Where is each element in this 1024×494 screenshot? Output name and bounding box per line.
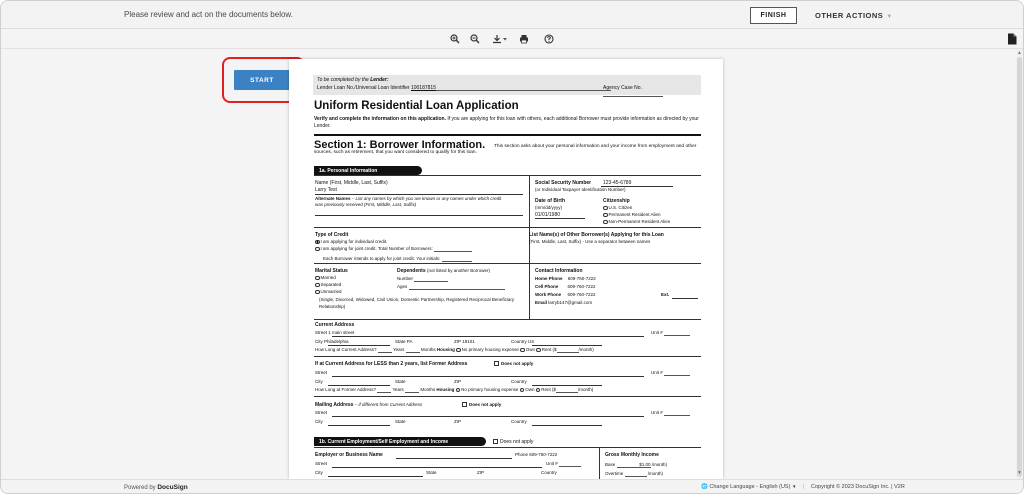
mailing-address-row xyxy=(315,402,422,408)
dependents-label: Dependents xyxy=(397,268,426,274)
citizenship-us-label: U.S. Citizen xyxy=(608,205,633,210)
divider xyxy=(315,194,523,195)
subsection-1a-header xyxy=(314,166,422,175)
employment-does-not-apply[interactable] xyxy=(493,439,533,445)
cell-phone-row xyxy=(535,284,596,290)
dependents-number-row xyxy=(397,276,448,282)
instruction-message: Please review and act on the documents below. xyxy=(124,10,293,19)
section-description xyxy=(314,143,701,156)
work-phone-row xyxy=(535,292,595,298)
base-field[interactable] xyxy=(617,462,651,468)
zip-row xyxy=(454,339,475,345)
citizenship-label: Citizenship xyxy=(603,198,630,204)
top-bar xyxy=(1,1,1024,29)
scrollbar-thumb[interactable] xyxy=(1017,57,1022,477)
mailing-address-note: – if different from Current Address xyxy=(353,402,423,407)
dob-format: (mm/dd/yyyy) xyxy=(535,205,562,210)
home-phone-value[interactable]: 609-760-7222 xyxy=(567,276,596,281)
divider xyxy=(314,356,701,357)
former-years-field[interactable] xyxy=(377,387,391,393)
section-title: Section 1: Borrower Information. xyxy=(314,139,486,151)
other-borrowers-label: List Name(s) of Other Borrower(s) Applying for this Loan xyxy=(529,232,664,238)
divider xyxy=(314,396,701,397)
globe-icon: 🌐 xyxy=(701,484,708,490)
lender-box xyxy=(313,75,701,95)
former-months-label: Months xyxy=(420,387,436,392)
divider xyxy=(672,298,698,299)
dependents-number-label: Number xyxy=(397,276,414,281)
employer-street-label: Street xyxy=(315,461,328,466)
footer xyxy=(1,479,1024,494)
overtime-per-month: /month) xyxy=(647,471,664,476)
zoom-out-icon[interactable] xyxy=(468,32,482,46)
mailing-state-label: State xyxy=(395,419,406,424)
no-housing-label: No primary housing expense xyxy=(461,347,519,352)
unit-label: Unit # xyxy=(651,330,663,335)
contact-info-label: Contact Information xyxy=(535,268,583,274)
mailing-does-not-apply[interactable] xyxy=(462,402,501,408)
credit-joint-option[interactable] xyxy=(315,246,472,252)
joint-initials-label: Each Borrower intends to apply for joint credit. Your initials: xyxy=(323,256,441,261)
work-phone-label: Work Phone xyxy=(535,292,562,297)
former-does-not-apply-label: Does not apply xyxy=(501,361,534,366)
loan-number-field[interactable] xyxy=(411,85,611,91)
section-description-text: This section asks about your personal information and your income from employment and other sources, such as retirement, that you want considered to qualify for this loan. xyxy=(314,144,697,155)
mailing-street-label: Street xyxy=(315,410,328,415)
loan-number-row xyxy=(317,85,611,91)
dependents-number-field[interactable] xyxy=(414,276,448,282)
employer-country-label: Country xyxy=(541,470,557,475)
lender-note xyxy=(317,77,389,83)
how-long-former-row xyxy=(315,387,593,393)
country-row xyxy=(511,339,534,345)
credit-individual-option[interactable] xyxy=(315,239,387,245)
street-value[interactable]: 1 main street xyxy=(328,330,355,335)
radio-icon[interactable] xyxy=(536,348,541,353)
radio-icon[interactable] xyxy=(536,388,541,393)
rent-field[interactable] xyxy=(557,347,579,353)
citizenship-us[interactable] xyxy=(603,205,632,211)
home-phone-label: Home Phone xyxy=(535,276,563,281)
employment-does-not-apply-label: Does not apply xyxy=(500,439,534,445)
mailing-unit-row xyxy=(651,410,690,416)
overtime-row xyxy=(605,471,663,477)
verify-bold: Verify and complete the information on this application. xyxy=(314,116,446,122)
checkbox-icon[interactable] xyxy=(462,402,467,407)
download-icon[interactable] xyxy=(491,32,509,46)
former-zip-label: ZIP xyxy=(454,379,462,384)
former-rent-field[interactable] xyxy=(556,387,578,393)
employer-unit-label: Unit # xyxy=(546,461,558,466)
former-unit-field[interactable] xyxy=(664,370,690,376)
former-unit-row xyxy=(651,370,690,376)
document-toolbar xyxy=(1,29,1024,49)
loan-application-document xyxy=(289,59,723,479)
divider xyxy=(532,425,602,426)
rent-label: Rent ($ xyxy=(541,347,557,352)
radio-icon[interactable] xyxy=(315,247,320,252)
current-address-label: Current Address xyxy=(315,322,355,328)
ext-label: Ext. xyxy=(661,292,670,297)
own-label: Own xyxy=(525,347,535,352)
work-phone-value[interactable]: 609-760-7222 xyxy=(567,292,596,297)
powered-by-label: Powered by xyxy=(124,485,156,491)
employer-phone-label: Phone xyxy=(515,452,529,457)
zoom-in-icon[interactable] xyxy=(448,32,462,46)
ssn-note: (or Individual Taxpayer Identification Number) xyxy=(535,187,626,192)
divider xyxy=(314,263,701,264)
form-title: Uniform Residential Loan Application xyxy=(314,100,519,112)
checkbox-icon[interactable] xyxy=(494,361,499,366)
employer-phone-row xyxy=(515,452,557,458)
radio-icon[interactable] xyxy=(315,283,320,288)
divider xyxy=(332,336,644,337)
home-phone-row xyxy=(535,276,596,282)
dob-label: Date of Birth xyxy=(535,198,565,204)
divider xyxy=(529,263,530,319)
divider xyxy=(332,416,644,417)
marital-married-label: Married xyxy=(320,275,336,280)
loan-number-label: Lender Loan No./Universal Loan Identifier xyxy=(317,85,410,91)
dependents-row xyxy=(397,268,490,274)
radio-icon[interactable] xyxy=(520,388,525,393)
former-unit-label: Unit # xyxy=(651,370,663,375)
subsection-1a-label: 1a. Personal Information xyxy=(319,168,378,174)
radio-icon[interactable] xyxy=(520,348,525,353)
verify-rest: If you are applying for this loan with others, each additional Borrower must provide information as directed by your Lender. xyxy=(314,116,699,129)
chevron-down-icon: ▼ xyxy=(886,14,893,20)
checkbox-icon[interactable] xyxy=(493,439,498,444)
divider xyxy=(315,215,523,216)
former-no-housing-label: No primary housing expense xyxy=(461,387,519,392)
loan-number-value: 100187815 xyxy=(410,85,436,91)
citizenship-permanent-label: Permanent Resident Alien xyxy=(608,212,661,217)
mailing-unit-label: Unit # xyxy=(651,410,663,415)
radio-icon[interactable] xyxy=(603,220,608,225)
former-own-label: Own xyxy=(525,387,535,392)
divider xyxy=(332,467,542,468)
mailing-unit-field[interactable] xyxy=(664,410,690,416)
city-value[interactable]: Philadelphia xyxy=(324,339,349,344)
chevron-down-icon: ▼ xyxy=(791,484,797,489)
marital-separated[interactable] xyxy=(315,282,341,288)
unmarried-note: (Single, Divorced, Widowed, Civil Union, Domestic Partnership, Registered Reciprocal Beneficiary Relationship) xyxy=(319,297,515,309)
former-state-label: State xyxy=(395,379,406,384)
ssn-value[interactable]: 123-45-6789 xyxy=(603,180,632,186)
marital-unmarried-label: Unmarried xyxy=(320,289,342,294)
divider xyxy=(529,175,530,227)
citizenship-nonpermanent-label: Non-Permanent Resident Alien xyxy=(608,219,671,224)
radio-selected-icon[interactable] xyxy=(315,240,320,245)
how-long-current-row xyxy=(315,347,594,353)
overtime-field[interactable] xyxy=(625,471,647,477)
mailing-city-label: City xyxy=(315,419,323,424)
docusign-logo: DocuSign xyxy=(157,484,188,491)
divider xyxy=(328,345,390,346)
document-panel-icon[interactable] xyxy=(1007,32,1017,44)
divider xyxy=(532,345,602,346)
years-field[interactable] xyxy=(378,347,392,353)
city-label: City xyxy=(315,339,323,344)
divider xyxy=(535,218,585,219)
marital-unmarried[interactable] xyxy=(315,289,342,295)
overtime-label: Overtime xyxy=(605,471,624,476)
alternate-names-label: Alternate Names – List any names by which you are known or any names under which credit was previously received (First, Middle, Last, Suffix) xyxy=(315,196,502,207)
other-actions-label: OTHER ACTIONS xyxy=(815,11,884,20)
scroll-down-icon[interactable]: ▼ xyxy=(1017,470,1022,476)
print-icon[interactable] xyxy=(517,32,531,46)
unit-row xyxy=(651,330,690,336)
form-instructions xyxy=(314,116,699,129)
country-value[interactable]: US xyxy=(528,339,535,344)
divider xyxy=(314,175,701,176)
radio-icon[interactable] xyxy=(603,206,608,211)
dob-value[interactable]: 01/01/1980 xyxy=(535,212,561,218)
former-per-month-label: /month) xyxy=(577,387,594,392)
change-language-menu[interactable] xyxy=(701,484,796,490)
other-borrowers-note: (First, Middle, Last, Suffix) - Use a separator between names xyxy=(529,239,651,244)
name-value[interactable]: Larry Test xyxy=(315,187,337,193)
joint-initials-row xyxy=(323,256,472,262)
borrowers-count-field[interactable] xyxy=(434,246,472,252)
citizenship-permanent[interactable] xyxy=(603,212,661,218)
radio-icon[interactable] xyxy=(456,348,461,353)
zip-value[interactable]: 19101 xyxy=(462,339,475,344)
email-value[interactable]: larryb147@gmail.com xyxy=(548,300,593,305)
mailing-zip-label: ZIP xyxy=(454,419,462,424)
footer-separator: | xyxy=(803,484,805,490)
employer-zip-label: ZIP xyxy=(477,470,485,475)
vertical-scrollbar[interactable] xyxy=(1016,49,1024,479)
divider xyxy=(314,227,701,228)
cell-phone-label: Cell Phone xyxy=(535,284,559,289)
divider xyxy=(532,385,602,386)
type-of-credit-label: Type of Credit xyxy=(315,232,349,238)
agency-case-field[interactable] xyxy=(603,91,663,97)
agency-case-label: Agency Case No. xyxy=(603,85,642,91)
section-divider xyxy=(314,134,701,136)
months-label: Months xyxy=(420,347,436,352)
agency-case-row xyxy=(603,85,701,97)
subsection-1b-header xyxy=(314,437,486,446)
former-years-label: Years xyxy=(392,387,404,392)
powered-by xyxy=(124,484,188,491)
former-does-not-apply[interactable] xyxy=(494,361,533,367)
mailing-does-not-apply-label: Does not apply xyxy=(469,402,502,407)
marital-status-label: Marital Status xyxy=(315,268,348,274)
ssn-label: Social Security Number xyxy=(535,180,592,186)
employer-unit-row xyxy=(546,461,581,467)
cell-phone-value[interactable]: 609-760-7222 xyxy=(567,284,596,289)
dependents-ages-row xyxy=(397,284,505,290)
divider xyxy=(328,476,423,477)
months-field[interactable] xyxy=(406,347,420,353)
how-long-former-label: How Long at Former Address? xyxy=(315,387,377,392)
lender-note-bold: Lender: xyxy=(370,77,389,83)
dependents-ages-label: Ages xyxy=(397,284,408,289)
scroll-up-icon[interactable]: ▲ xyxy=(1017,50,1022,56)
street-label: Street xyxy=(315,330,328,335)
divider xyxy=(314,447,701,448)
former-rent-label: Rent ($ xyxy=(541,387,556,392)
housing-label: Housing xyxy=(436,347,455,352)
state-label: State xyxy=(395,339,406,344)
employer-unit-field[interactable] xyxy=(559,461,581,467)
citizenship-nonpermanent[interactable] xyxy=(603,219,670,225)
gross-income-label: Gross Monthly Income xyxy=(605,452,659,458)
finish-button[interactable]: FINISH xyxy=(750,7,797,24)
divider xyxy=(332,376,644,377)
state-row xyxy=(395,339,412,345)
former-address-label: If at Current Address for LESS than 2 years, list Former Address xyxy=(315,361,468,367)
employer-city-label: City xyxy=(315,470,323,475)
dependents-ages-field[interactable] xyxy=(409,284,505,290)
former-months-field[interactable] xyxy=(405,387,419,393)
help-icon[interactable] xyxy=(542,32,556,46)
lender-note-prefix: To be completed by the xyxy=(317,77,371,83)
change-language-label: Change Language - English (US) xyxy=(709,484,791,490)
email-row xyxy=(535,300,592,306)
radio-icon[interactable] xyxy=(603,213,608,218)
former-street-label: Street xyxy=(315,370,328,375)
state-value[interactable]: PA xyxy=(406,339,413,344)
base-per-month: /month) xyxy=(651,462,668,467)
divider xyxy=(328,425,390,426)
country-label: Country xyxy=(511,339,527,344)
divider xyxy=(328,385,390,386)
copyright-text: Copyright © 2023 DocuSign Inc. | V2R xyxy=(811,484,905,490)
subsection-1b-label: 1b. Current Employment/Self Employment and Income xyxy=(319,439,449,445)
initials-field[interactable] xyxy=(442,256,472,262)
credit-joint-label: I am applying for joint credit. Total Number of Borrowers: xyxy=(320,246,433,251)
radio-icon[interactable] xyxy=(315,276,320,281)
divider xyxy=(599,447,600,479)
zip-label: ZIP xyxy=(454,339,461,344)
name-label: Name (First, Middle, Last, Suffix) xyxy=(315,180,388,186)
former-country-label: Country xyxy=(511,379,527,384)
base-label: Base xyxy=(605,462,616,467)
marital-married[interactable] xyxy=(315,275,336,281)
credit-individual-label: I am applying for individual credit. xyxy=(320,239,388,244)
start-button[interactable]: START xyxy=(234,70,290,90)
base-value: $1.00 xyxy=(639,462,651,467)
employer-name-label: Employer or Business Name xyxy=(315,452,383,458)
divider xyxy=(396,458,512,459)
radio-icon[interactable] xyxy=(315,290,320,295)
radio-icon[interactable] xyxy=(456,388,461,393)
divider xyxy=(314,319,701,320)
years-label: Years xyxy=(392,347,405,352)
former-housing-label: Housing xyxy=(436,387,455,392)
other-actions-menu[interactable] xyxy=(815,11,893,20)
per-month-label: /month) xyxy=(578,347,594,352)
mailing-address-label: Mailing Address xyxy=(315,402,354,408)
base-income-row xyxy=(605,462,667,468)
dependents-note: (not listed by another Borrower) xyxy=(427,268,491,273)
former-city-label: City xyxy=(315,379,323,384)
employer-phone-value[interactable]: 609-760-7222 xyxy=(529,452,558,457)
unit-field[interactable] xyxy=(664,330,690,336)
mailing-country-label: Country xyxy=(511,419,527,424)
email-label: Email xyxy=(535,300,548,305)
marital-separated-label: Separated xyxy=(320,282,342,287)
how-long-current-label: How Long at Current Address? xyxy=(315,347,377,352)
employer-state-label: State xyxy=(426,470,437,475)
